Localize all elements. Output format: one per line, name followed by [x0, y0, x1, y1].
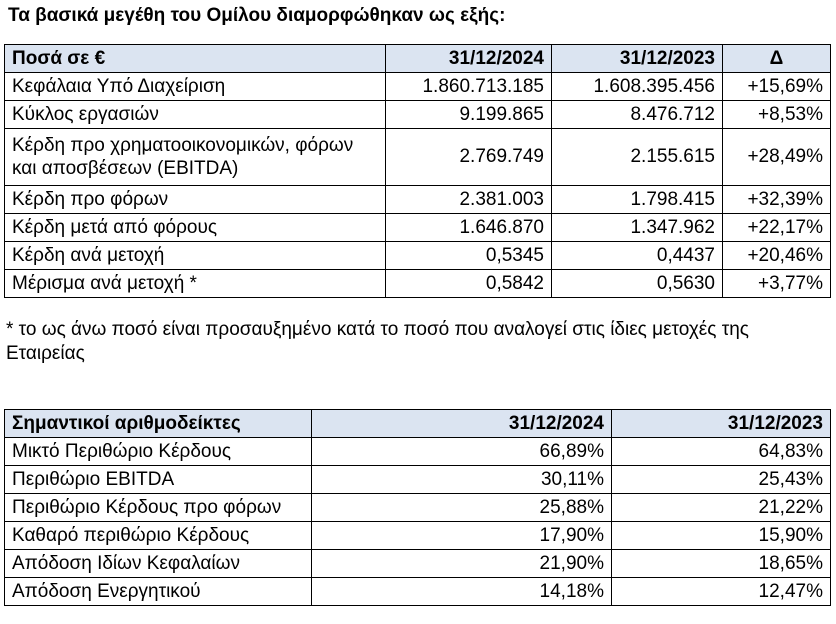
- row-label: Απόδοση Ιδίων Κεφαλαίων: [5, 550, 312, 578]
- header-ratios: Σημαντικοί αριθμοδείκτες: [5, 410, 312, 438]
- value-delta: +15,69%: [723, 73, 831, 101]
- value-2024: 0,5842: [386, 270, 552, 298]
- value-2024: 14,18%: [312, 578, 612, 606]
- value-2023: 2.155.615: [552, 129, 723, 186]
- row-label: Καθαρό περιθώριο Κέρδους: [5, 522, 312, 550]
- row-label: Περιθώριο Κέρδους προ φόρων: [5, 494, 312, 522]
- header-delta: Δ: [723, 45, 831, 73]
- value-2024: 66,89%: [312, 438, 612, 466]
- row-label: Κέρδη προ φόρων: [5, 186, 386, 214]
- header-2024: 31/12/2024: [312, 410, 612, 438]
- value-2024: 2.769.749: [386, 129, 552, 186]
- section-heading: Τα βασικά μεγέθη του Ομίλου διαμορφώθηκαν ως εξής:: [8, 5, 506, 26]
- header-2023: 31/12/2023: [612, 410, 831, 438]
- row-label: Κύκλος εργασιών: [5, 101, 386, 129]
- row-label: Περιθώριο EBITDA: [5, 466, 312, 494]
- row-label: Κέρδη μετά από φόρους: [5, 214, 386, 242]
- value-2024: 2.381.003: [386, 186, 552, 214]
- row-label: Μέρισμα ανά μετοχή *: [5, 270, 386, 298]
- value-2024: 25,88%: [312, 494, 612, 522]
- header-2023: 31/12/2023: [552, 45, 723, 73]
- table-header-row: [5, 410, 831, 438]
- value-2024: 1.860.713.185: [386, 73, 552, 101]
- value-2023: 64,83%: [612, 438, 831, 466]
- row-label: Κέρδη ανά μετοχή: [5, 242, 386, 270]
- table-header-row: [5, 45, 831, 73]
- table-row: [5, 214, 831, 242]
- value-2023: 0,4437: [552, 242, 723, 270]
- value-delta: +32,39%: [723, 186, 831, 214]
- value-delta: +20,46%: [723, 242, 831, 270]
- table-row: [5, 494, 831, 522]
- value-2023: 0,5630: [552, 270, 723, 298]
- table-row: [5, 550, 831, 578]
- table-row: [5, 129, 831, 186]
- value-2023: 1.798.415: [552, 186, 723, 214]
- value-delta: +3,77%: [723, 270, 831, 298]
- value-2023: 15,90%: [612, 522, 831, 550]
- header-2024: 31/12/2024: [386, 45, 552, 73]
- table-row: [5, 466, 831, 494]
- value-2023: 21,22%: [612, 494, 831, 522]
- header-amounts: Ποσά σε €: [5, 45, 386, 73]
- value-delta: +22,17%: [723, 214, 831, 242]
- value-2024: 30,11%: [312, 466, 612, 494]
- value-2023: 8.476.712: [552, 101, 723, 129]
- value-2024: 21,90%: [312, 550, 612, 578]
- value-delta: +8,53%: [723, 101, 831, 129]
- table-row: [5, 270, 831, 298]
- value-2023: 1.347.962: [552, 214, 723, 242]
- row-label: Κέρδη προ χρηματοοικονομικών, φόρων και αποσβέσεων (EBITDA): [5, 129, 386, 186]
- value-2023: 18,65%: [612, 550, 831, 578]
- table-row: [5, 101, 831, 129]
- table-row: [5, 522, 831, 550]
- footnote: * το ως άνω ποσό είναι προσαυξημένο κατά το ποσό που αναλογεί στις ίδιες μετοχές της Εταιρείας: [6, 319, 749, 364]
- table-row: [5, 578, 831, 606]
- value-2023: 25,43%: [612, 466, 831, 494]
- key-figures-table: [4, 44, 831, 298]
- value-2024: 17,90%: [312, 522, 612, 550]
- table-row: [5, 438, 831, 466]
- table-row: [5, 186, 831, 214]
- table-row: [5, 242, 831, 270]
- table-row: [5, 73, 831, 101]
- row-label: Κεφάλαια Υπό Διαχείριση: [5, 73, 386, 101]
- value-delta: +28,49%: [723, 129, 831, 186]
- value-2023: 1.608.395.456: [552, 73, 723, 101]
- row-label: Απόδοση Ενεργητικού: [5, 578, 312, 606]
- value-2024: 1.646.870: [386, 214, 552, 242]
- row-label: Μικτό Περιθώριο Κέρδους: [5, 438, 312, 466]
- key-ratios-table: [4, 409, 831, 606]
- value-2023: 12,47%: [612, 578, 831, 606]
- value-2024: 0,5345: [386, 242, 552, 270]
- value-2024: 9.199.865: [386, 101, 552, 129]
